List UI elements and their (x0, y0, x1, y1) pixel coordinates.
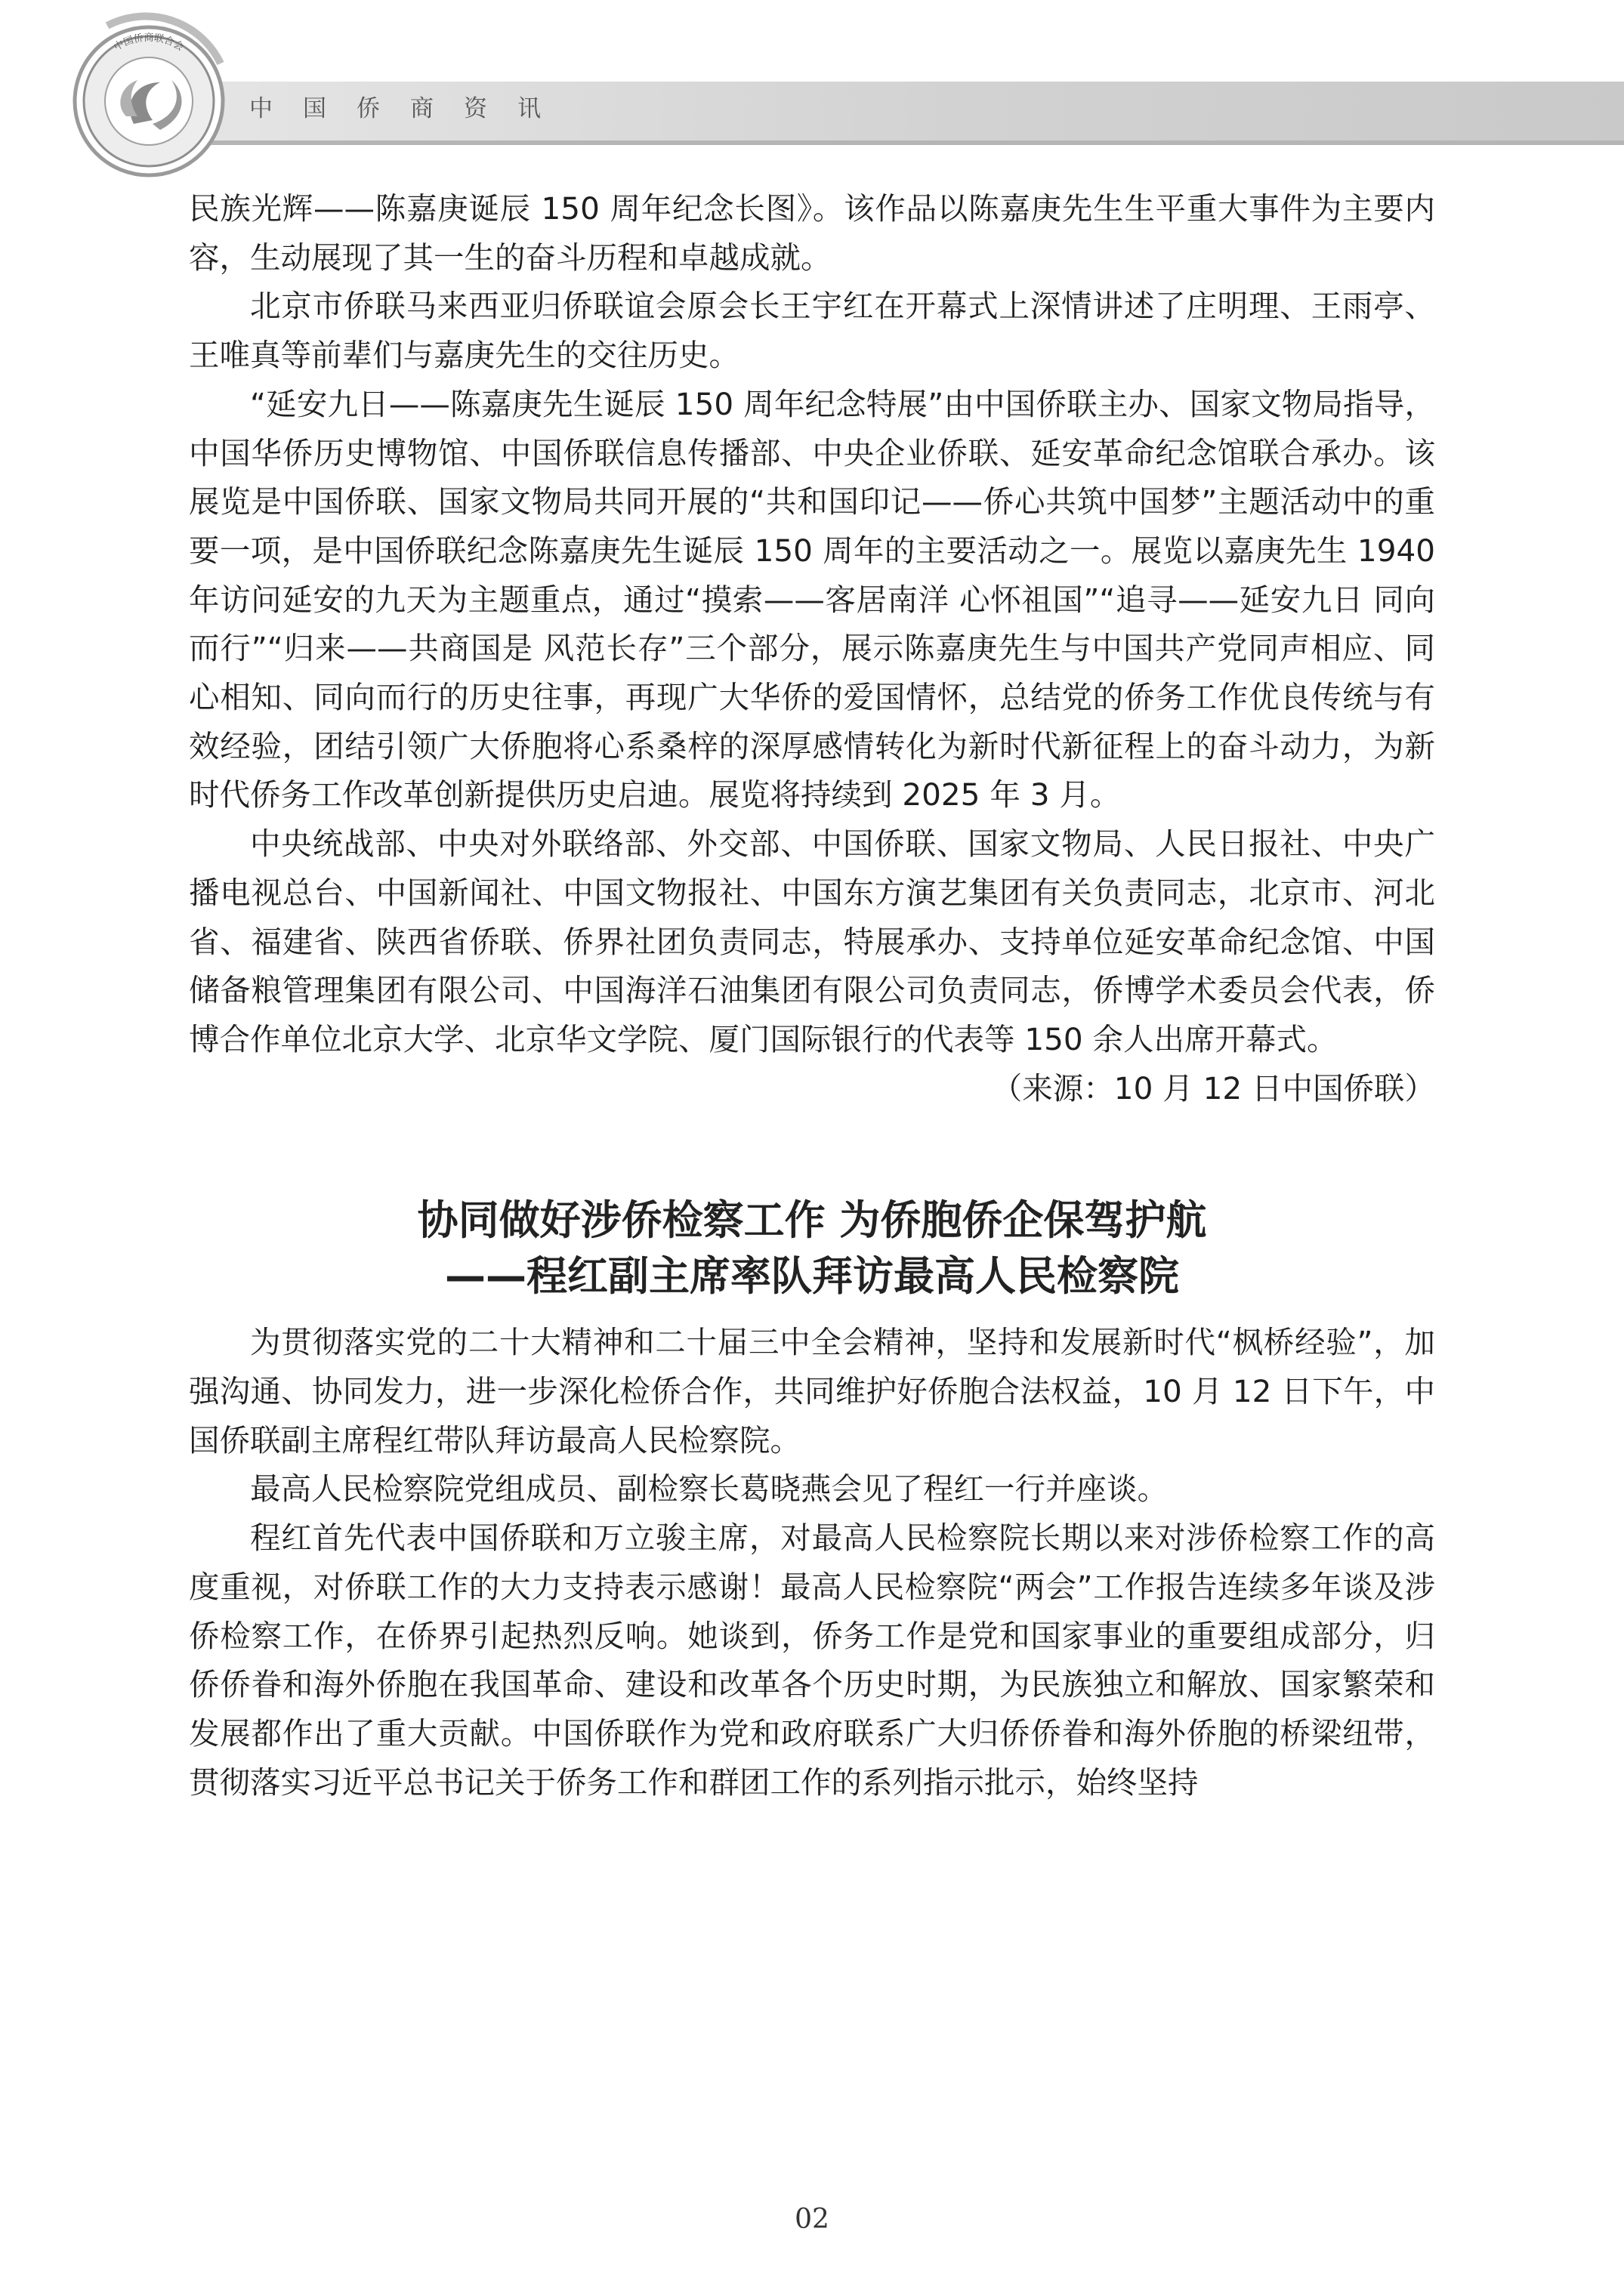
org-logo (62, 11, 236, 184)
page-content (189, 184, 1435, 1807)
article-subtitle: ——程红副主席率队拜访最高人民检察院 (445, 1252, 1179, 1301)
paragraph: 北京市侨联马来西亚归侨联谊会原会长王宇红在开幕式上深情讲述了庄明理、王雨亭、王唯真等前辈们与嘉庚先生的交往历史。 (189, 288, 1435, 374)
paragraph: 中央统战部、中央对外联络部、外交部、中国侨联、国家文物局、人民日报社、中央广播电视总台、中国新闻社、中国文物报社、中国东方演艺集团有关负责同志，北京市、河北省、福建省、陕西省侨联、侨界社团负责同志，特展承办、支持单位延安革命纪念馆、中国储备粮管理集团有限公司、中国海洋石油集团有限公司负责同志，侨博学术委员会代表，侨博合作单位北京大学、北京华文学院、厦门国际银行的代表等 150 余人出席开幕式。 (189, 826, 1435, 1057)
article-title: 协同做好涉侨检察工作 为侨胞侨企保驾护航 (417, 1196, 1207, 1245)
paragraph: 为贯彻落实党的二十大精神和二十届三中全会精神，坚持和发展新时代“枫桥经验”，加强沟通、协同发力，进一步深化检侨合作，共同维护好侨胞合法权益，10 月 12 日下午，中国侨联副主席程红带队拜访最高人民检察院。 (189, 1324, 1435, 1458)
source-credit: （来源：10 月 12 日中国侨联） (991, 1069, 1435, 1106)
logo-text: 中国侨商联合会 (112, 32, 186, 54)
paragraph: 程红首先代表中国侨联和万立骏主席，对最高人民检察院长期以来对涉侨检察工作的高度重视，对侨联工作的大力支持表示感谢！最高人民检察院“两会”工作报告连续多年谈及涉侨检察工作，在侨界引起热烈反响。她谈到，侨务工作是党和国家事业的重要组成部分，归侨侨眷和海外侨胞在我国革命、建设和改革各个历史时期，为民族独立和解放、国家繁荣和发展都作出了重大贡献。中国侨联作为党和政府联系广大归侨侨眷和海外侨胞的桥梁纽带，贯彻落实习近平总书记关于侨务工作和群团工作的系列指示批示，始终坚持 (189, 1520, 1435, 1801)
publication-title: 中国侨商资讯 (249, 95, 571, 122)
paragraph: “延安九日——陈嘉庚先生诞辰 150 周年纪念特展”由中国侨联主办、国家文物局指导，中国华侨历史博物馆、中国侨联信息传播部、中央企业侨联、延安革命纪念馆联合承办。该展览是中国侨联、国家文物局共同开展的“共和国印记——侨心共筑中国梦”主题活动中的重要一项，是中国侨联纪念陈嘉庚先生诞辰 150 周年的主要活动之一。展览以嘉庚先生 1940 年访问延安的九天为主题重点，通过“摸索——客居南洋 心怀祖国”“追寻——延安九日 同向而行”“归来——共商国是 风范长存”三个部分，展示陈嘉庚先生与中国共产党同声相应、同心相知、同向而行的历史往事，再现广大华侨的爱国情怀，总结党的侨务工作优良传统与有效经验，团结引领广大侨胞将心系桑梓的深厚感情转化为新时代新征程上的奋斗动力，为新时代侨务工作改革创新提供历史启迪。展览将持续到 2025 年 3 月。 (189, 385, 1435, 813)
page-number: 02 (795, 2204, 829, 2235)
paragraph-continued: 民族光辉——陈嘉庚诞辰 150 周年纪念长图》。该作品以陈嘉庚先生生平重大事件为主要内容，生动展现了其一生的奋斗历程和卓越成就。 (189, 190, 1435, 276)
paragraph: 最高人民检察院党组成员、副检察长葛晓燕会见了程红一行并座谈。 (250, 1471, 1168, 1508)
